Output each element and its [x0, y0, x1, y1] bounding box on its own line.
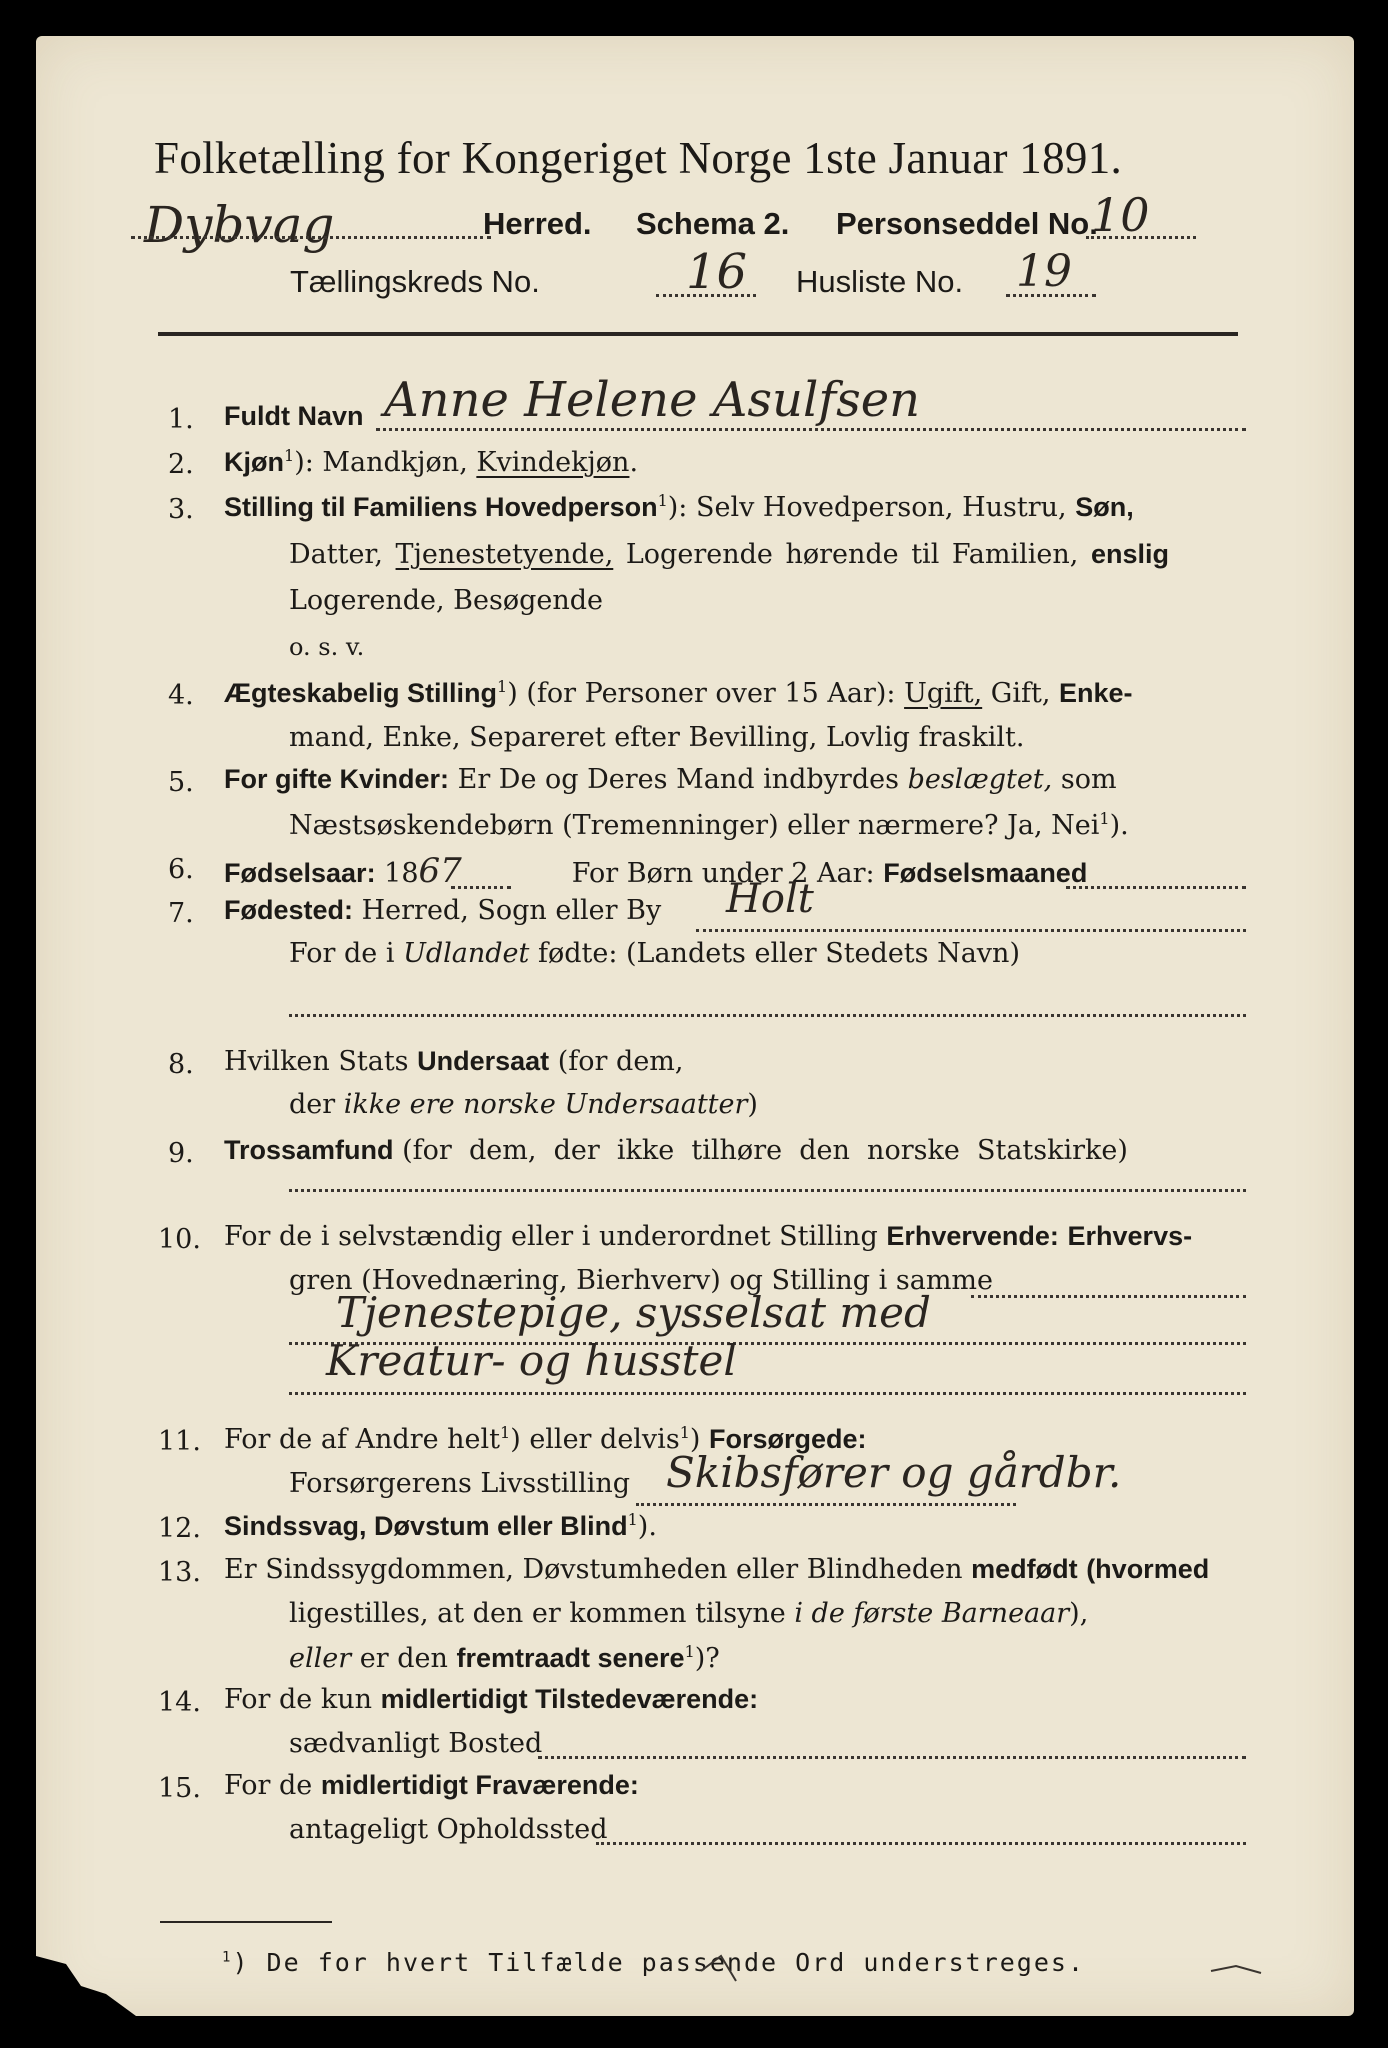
- personseddel-dotline: [1086, 236, 1196, 239]
- q10-number: 10.: [158, 1224, 201, 1255]
- footnote: $^1$) De for hvert Tilfælde passende Ord understreges.: [222, 1948, 1086, 1977]
- form-title: Folketælling for Kongeriget Norge 1ste Januar 1891.: [154, 133, 1123, 183]
- q11-value: Skibsfører og gårdbr.: [666, 1448, 1122, 1497]
- q6-text: Fødselsaar: 1867 For Børn under 2 Aar: Fødselsmaaned: [224, 851, 1088, 891]
- q6-value: 67: [418, 851, 462, 891]
- torn-edge-mark: [36, 1936, 166, 2016]
- q7b-dotline: [289, 1014, 1246, 1017]
- herred-value: Dybvag: [144, 196, 335, 254]
- personseddel-label: Personseddel No.: [836, 206, 1098, 241]
- kreds-value: 16: [686, 244, 748, 300]
- header-rule: [158, 332, 1238, 336]
- q15-number: 15.: [158, 1773, 201, 1804]
- q3-line3: Logerende, Besøgende: [289, 585, 603, 616]
- q11-line2: Forsørgerens Livsstilling: [289, 1468, 631, 1499]
- census-form: [36, 36, 1354, 2016]
- q13-line1: Er Sindssygdommen, Døvstumheden eller Blindheden medfødt (hvormed: [224, 1554, 1210, 1585]
- kreds-label: Tællingskreds No.: [290, 264, 540, 299]
- q7-dotline: [696, 929, 1246, 932]
- q3-line1: Stilling til Familiens Hovedperson$^1$): Selv Hovedperson, Hustru, Søn,: [224, 491, 1134, 523]
- q8-number: 8.: [168, 1049, 194, 1080]
- q3-line4: o. s. v.: [289, 633, 365, 661]
- q1-number: 1.: [168, 404, 194, 435]
- q11-dotline: [636, 1503, 1016, 1506]
- q7-value: Holt: [726, 876, 814, 922]
- q14-line1: For de kun midlertidigt Tilstedeværende:: [224, 1684, 759, 1715]
- q15-line2: antageligt Opholdssted: [289, 1814, 608, 1845]
- q13-line2: ligestilles, at den er kommen tilsyne i de første Barneaar),: [289, 1598, 1089, 1629]
- q14-dotline: [538, 1756, 1246, 1759]
- q11-line1: For de af Andre helt$^1$) eller delvis$^1$) Forsørgede:: [224, 1423, 867, 1455]
- q5-line2: Næstsøskendebørn (Tremenninger) eller nærmere? Ja, Nei$^1$).: [289, 809, 1129, 841]
- herred-dotline: [131, 236, 491, 239]
- q10-dotline3: [289, 1392, 1246, 1395]
- q9-text: Trossamfund (for dem, der ikke tilhøre den norske Statskirke): [224, 1135, 1128, 1166]
- q4-selected: Ugift,: [904, 678, 983, 709]
- personseddel-value: 10: [1091, 188, 1150, 242]
- q5-number: 5.: [168, 767, 194, 798]
- q3-line2: Datter, Tjenestetyende, Logerende hørende til Familien, enslig: [289, 539, 1169, 570]
- q12-text: Sindssvag, Døvstum eller Blind$^1$).: [224, 1510, 657, 1542]
- q15-line1: For de midlertidigt Fraværende:: [224, 1770, 639, 1801]
- q5-line1: For gifte Kvinder: Er De og Deres Mand indbyrdes beslægtet, som: [224, 764, 1117, 795]
- q9-dotline: [289, 1189, 1246, 1192]
- q4-line2: mand, Enke, Separeret efter Bevilling, Lovlig fraskilt.: [289, 722, 1025, 753]
- q10-dotline1: [971, 1295, 1246, 1298]
- q9-number: 9.: [168, 1138, 194, 1169]
- ink-mark: [1206, 1951, 1266, 1981]
- q12-number: 12.: [158, 1513, 201, 1544]
- herred-label: Herred.: [483, 206, 592, 241]
- q6b-dotline: [1066, 886, 1246, 889]
- q10-value-2: Kreatur- og husstel: [326, 1336, 737, 1385]
- footnote-rule: [160, 1921, 332, 1923]
- husliste-label: Husliste No.: [796, 264, 964, 299]
- q6-dotline: [451, 886, 511, 889]
- q7-line1: Fødested: Herred, Sogn eller By: [224, 895, 662, 926]
- q14-line2: sædvanligt Bosted: [289, 1728, 543, 1759]
- q7-line2: For de i Udlandet fødte: (Landets eller Stedets Navn): [289, 938, 1020, 969]
- q13-line3: eller er den fremtraadt senere$^1$)?: [289, 1642, 720, 1674]
- q2-selected: Kvindekjøn: [476, 447, 630, 478]
- ink-mark: [696, 1946, 756, 1986]
- q8-line1: Hvilken Stats Undersaat (for dem,: [224, 1046, 684, 1077]
- q7-number: 7.: [168, 898, 194, 929]
- q15-dotline: [596, 1842, 1246, 1845]
- q11-number: 11.: [158, 1426, 201, 1457]
- q2-number: 2.: [168, 449, 194, 480]
- kreds-dotline: [656, 294, 756, 297]
- q10-value-1: Tjenestepige, sysselsat med: [336, 1288, 931, 1337]
- q1-dotline: [376, 428, 1246, 431]
- schema-label: Schema 2.: [636, 206, 790, 241]
- husliste-dotline: [1006, 294, 1096, 297]
- q13-number: 13.: [158, 1557, 201, 1588]
- q10-line2: gren (Hovednæring, Bierhverv) og Stilling i samme: [289, 1265, 994, 1296]
- q8-line2: der ikke ere norske Undersaatter): [289, 1089, 758, 1120]
- q4-number: 4.: [168, 680, 194, 711]
- q1-value: Anne Helene Asulfsen: [384, 372, 921, 428]
- husliste-value: 19: [1016, 246, 1072, 297]
- q6-number: 6.: [168, 854, 194, 885]
- q3-number: 3.: [168, 494, 194, 525]
- q3-selected: Tjenestetyende,: [395, 539, 614, 570]
- q4-line1: Ægteskabelig Stilling$^1$) (for Personer over 15 Aar): Ugift, Gift, Enke-: [224, 677, 1133, 709]
- q14-number: 14.: [158, 1687, 201, 1718]
- q2-text: Kjøn$^1$): Mandkjøn, Kvindekjøn.: [224, 446, 639, 478]
- q10-line1: For de i selvstændig eller i underordnet Stilling Erhvervende: Erhvervs-: [224, 1221, 1193, 1252]
- q1-label: Fuldt Navn: [224, 401, 364, 431]
